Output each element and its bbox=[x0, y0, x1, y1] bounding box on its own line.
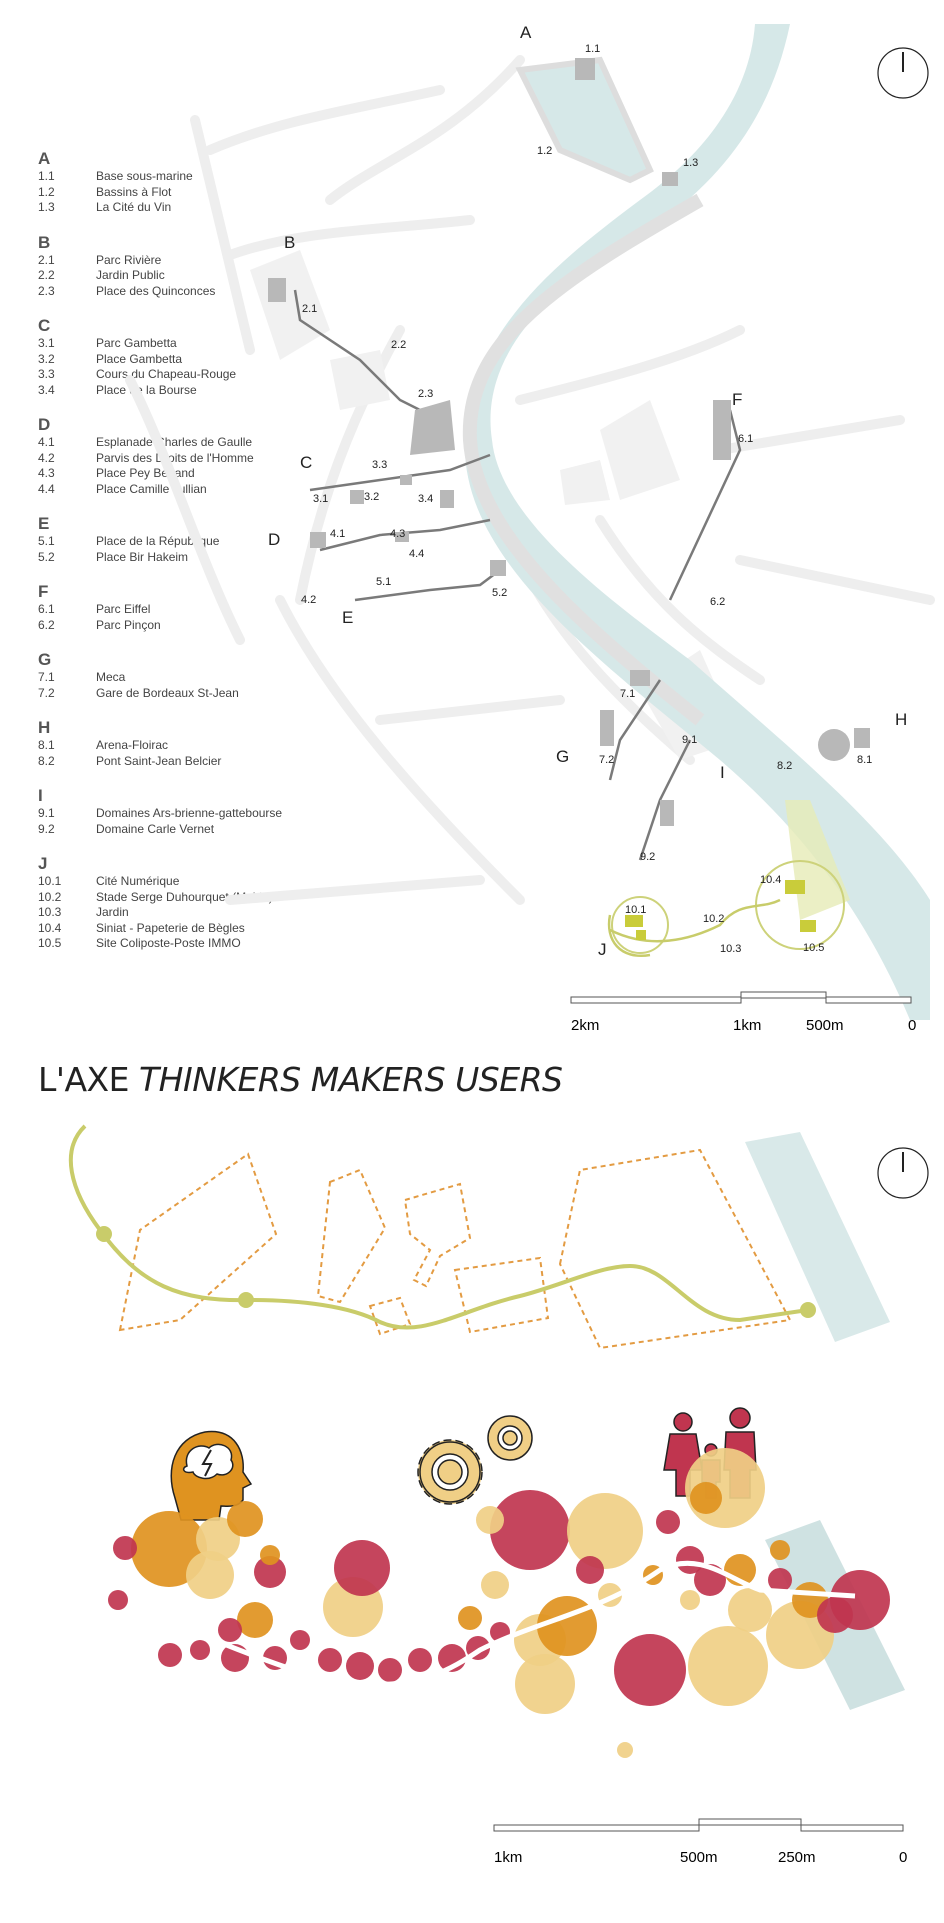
legend-entry-number: 4.4 bbox=[38, 481, 55, 496]
legend-entry-number: 4.1 bbox=[38, 435, 55, 449]
legend-entry-number: 10.2 bbox=[38, 889, 62, 904]
legend-group-letter: H bbox=[38, 718, 51, 737]
legend-entry-number: 6.2 bbox=[38, 617, 55, 632]
legend-entry-name: Place Bir Hakeim bbox=[96, 549, 189, 564]
legend-entry-name: Place de la République bbox=[96, 534, 220, 548]
zone-letter: G bbox=[556, 747, 570, 766]
scale-label: 500m bbox=[680, 1849, 718, 1866]
legend-entry-name: Parc Rivière bbox=[96, 252, 162, 267]
legend-entry-name: Parvis des Droits de l'Homme bbox=[96, 450, 254, 465]
legend-entry-number: 10.4 bbox=[38, 920, 62, 935]
legend-entry-number: 4.3 bbox=[38, 466, 55, 480]
site-number: 7.2 bbox=[599, 754, 615, 766]
legend-entry-name: Esplanade Charles de Gaulle bbox=[96, 435, 253, 449]
north-arrow-top bbox=[878, 48, 928, 98]
gears-icon bbox=[418, 1416, 532, 1504]
legend-entry-name: Place des Quinconces bbox=[96, 283, 216, 298]
zone-letter: B bbox=[284, 233, 296, 252]
legend-group-letter: A bbox=[38, 149, 51, 168]
legend-entry-name: Jardin Public bbox=[96, 268, 165, 282]
site-number: 6.1 bbox=[738, 433, 754, 445]
site-number: 5.2 bbox=[492, 587, 508, 599]
site-number: 3.4 bbox=[418, 493, 434, 505]
site-number: 6.2 bbox=[710, 596, 726, 608]
legend-entry-number: 3.1 bbox=[38, 336, 55, 350]
site-number: 5.1 bbox=[376, 576, 392, 588]
legend-entry-number: 3.4 bbox=[38, 382, 55, 397]
bubble bbox=[227, 1501, 263, 1537]
legend-entry-number: 5.1 bbox=[38, 534, 55, 548]
legend-entry-number: 10.1 bbox=[38, 874, 62, 888]
legend-entry-name: Stade Serge Duhourquet (Mairie) bbox=[96, 889, 273, 904]
site-number: 3.2 bbox=[364, 491, 380, 503]
legend-entry-number: 10.3 bbox=[38, 905, 62, 919]
legend-entry-name: Pont Saint-Jean Belcier bbox=[96, 753, 222, 768]
legend-entry-number: 7.2 bbox=[38, 685, 55, 700]
site-number: 3.3 bbox=[372, 459, 388, 471]
river-strip bbox=[745, 1132, 890, 1342]
axe-title-plain: L'AXE bbox=[38, 1060, 129, 1099]
site-number: 10.3 bbox=[720, 943, 742, 955]
bubble bbox=[614, 1634, 686, 1706]
scale-label: 250m bbox=[778, 1849, 816, 1866]
bubble bbox=[378, 1658, 402, 1682]
bubble bbox=[218, 1618, 242, 1642]
legend-group-letter: J bbox=[38, 854, 48, 873]
axis-nodes bbox=[96, 1226, 816, 1318]
legend-entry-number: 2.1 bbox=[38, 252, 55, 267]
legend-entry-number: 9.1 bbox=[38, 806, 55, 820]
river-garonne bbox=[465, 24, 930, 1020]
bubble bbox=[490, 1490, 570, 1570]
legend-group-letter: D bbox=[38, 415, 51, 434]
legend-entry-name: Parc Gambetta bbox=[96, 336, 177, 350]
legend-entry-number: 7.1 bbox=[38, 670, 55, 684]
bubble bbox=[515, 1654, 575, 1714]
zone-letter: A bbox=[520, 23, 532, 42]
legend-entry-number: 2.3 bbox=[38, 283, 55, 298]
site-number: 4.4 bbox=[409, 548, 425, 560]
legend-entry-name: Domaines Ars-brienne-gattebourse bbox=[96, 806, 283, 820]
bubble bbox=[690, 1482, 722, 1514]
zone-letter: C bbox=[300, 453, 313, 472]
legend-group-letter: F bbox=[38, 582, 49, 601]
bubble bbox=[408, 1648, 432, 1672]
legend-group-letter: I bbox=[38, 786, 43, 805]
bubble bbox=[113, 1536, 137, 1560]
legend-entry-name: Gare de Bordeaux St-Jean bbox=[96, 685, 239, 700]
site-number: 4.1 bbox=[330, 528, 346, 540]
legend-entry-number: 8.1 bbox=[38, 738, 55, 752]
bubble bbox=[656, 1510, 680, 1534]
zone-letter: J bbox=[598, 940, 607, 959]
bubble bbox=[476, 1506, 504, 1534]
bubble bbox=[290, 1630, 310, 1650]
site-number: 9.1 bbox=[682, 734, 698, 746]
axe-title-italic: THINKERS MAKERS USERS bbox=[139, 1060, 563, 1099]
bubble bbox=[237, 1602, 273, 1638]
bubble bbox=[728, 1588, 772, 1632]
legend-entry-name: Cité Numérique bbox=[96, 874, 180, 888]
site-number: 2.1 bbox=[302, 303, 318, 315]
legend-entry-name: Arena-Floirac bbox=[96, 738, 169, 752]
legend-entry-name: Place de la Bourse bbox=[96, 382, 197, 397]
site-number: 2.2 bbox=[391, 339, 407, 351]
bubble bbox=[680, 1590, 700, 1610]
zone-letter: I bbox=[720, 763, 725, 782]
bubble bbox=[770, 1540, 790, 1560]
bubble bbox=[334, 1540, 390, 1596]
site-number: 10.5 bbox=[803, 942, 825, 954]
legend-entry-name: La Cité du Vin bbox=[96, 200, 172, 214]
bubble bbox=[688, 1626, 768, 1706]
legend-entry-name: Cours du Chapeau-Rouge bbox=[96, 367, 237, 381]
legend-entry-number: 1.3 bbox=[38, 200, 55, 214]
zone-letter: H bbox=[895, 710, 908, 729]
bubble bbox=[481, 1571, 509, 1599]
scale-label: 1km bbox=[494, 1849, 523, 1866]
legend-entry-name: Place Camille Jullian bbox=[96, 481, 207, 496]
north-arrow-bottom bbox=[878, 1148, 928, 1198]
site-number: 9.2 bbox=[640, 851, 656, 863]
legend-entry-name: Place Pey Berland bbox=[96, 466, 195, 480]
legend-group-letter: B bbox=[38, 232, 51, 252]
legend-entry-name: Parc Eiffel bbox=[96, 602, 151, 616]
bubble bbox=[158, 1643, 182, 1667]
site-number: 10.2 bbox=[703, 913, 725, 925]
site-number: 2.3 bbox=[418, 388, 434, 400]
bubble bbox=[190, 1640, 210, 1660]
bubble bbox=[830, 1570, 890, 1630]
site-number: 1.2 bbox=[537, 145, 553, 157]
bubble bbox=[458, 1606, 482, 1630]
bubble bbox=[576, 1556, 604, 1584]
legend-group-letter: G bbox=[38, 650, 52, 669]
legend-entry-name: Jardin bbox=[96, 905, 129, 919]
scale-bar-bottom bbox=[494, 1819, 907, 1866]
site-number: 7.1 bbox=[620, 688, 636, 700]
site-number: 1.1 bbox=[585, 43, 601, 55]
green-axis bbox=[71, 1126, 808, 1328]
legend-entry-name: Bassins à Flot bbox=[96, 184, 172, 199]
scale-label: 500m bbox=[806, 1017, 844, 1034]
site-number: 8.1 bbox=[857, 754, 873, 766]
legend-entry-number: 9.2 bbox=[38, 821, 55, 836]
scale-bar-top bbox=[571, 992, 916, 1034]
legend-entry-name: Meca bbox=[96, 670, 126, 684]
legend-entry-name: Place Gambetta bbox=[96, 351, 183, 366]
site-number: 1.3 bbox=[683, 157, 699, 169]
bubble bbox=[617, 1742, 633, 1758]
legend-entry-number: 2.2 bbox=[38, 268, 55, 282]
legend-entry-number: 10.5 bbox=[38, 936, 62, 950]
legend-entry-name: Siniat - Papeterie de Bègles bbox=[96, 920, 245, 935]
bubble bbox=[186, 1551, 234, 1599]
site-number: 3.1 bbox=[313, 493, 329, 505]
legend-entry-name: Parc Pinçon bbox=[96, 617, 161, 632]
scale-label: 1km bbox=[733, 1017, 762, 1034]
site-number: 10.4 bbox=[760, 874, 782, 886]
legend-entry-number: 1.1 bbox=[38, 169, 55, 183]
bubble bbox=[318, 1648, 342, 1672]
axe-diagram bbox=[0, 1110, 944, 1923]
legend-entry-number: 6.1 bbox=[38, 602, 55, 616]
bubble bbox=[346, 1652, 374, 1680]
legend-entry-number: 3.3 bbox=[38, 367, 55, 381]
zone-j-green bbox=[609, 800, 850, 956]
site-number: 10.1 bbox=[625, 904, 647, 916]
legend-entry-number: 8.2 bbox=[38, 753, 55, 768]
legend-entry-name: Base sous-marine bbox=[96, 169, 193, 183]
bubble bbox=[260, 1545, 280, 1565]
legend-entry-number: 3.2 bbox=[38, 351, 55, 366]
bubble bbox=[567, 1493, 643, 1569]
axe-title bbox=[38, 1060, 562, 1099]
bubble bbox=[108, 1590, 128, 1610]
legend-entry-number: 4.2 bbox=[38, 450, 55, 465]
zone-letter: D bbox=[268, 530, 281, 549]
legend-entry-number: 5.2 bbox=[38, 549, 55, 564]
legend-entry-number: 1.2 bbox=[38, 184, 55, 199]
site-number: 4.3 bbox=[390, 528, 406, 540]
scale-label: 0 bbox=[908, 1017, 917, 1034]
scale-label: 0 bbox=[899, 1849, 908, 1866]
site-number: 4.2 bbox=[301, 594, 317, 606]
legend-group-letter: C bbox=[38, 316, 51, 335]
scale-label: 2km bbox=[571, 1017, 600, 1034]
legend-entry-name: Site Coliposte-Poste IMMO bbox=[96, 936, 241, 950]
zone-letter: E bbox=[342, 608, 354, 627]
legend-entry-name: Domaine Carle Vernet bbox=[96, 821, 215, 836]
legend-group-letter: E bbox=[38, 514, 50, 533]
zone-letter: F bbox=[732, 390, 743, 409]
site-number: 8.2 bbox=[777, 760, 793, 772]
